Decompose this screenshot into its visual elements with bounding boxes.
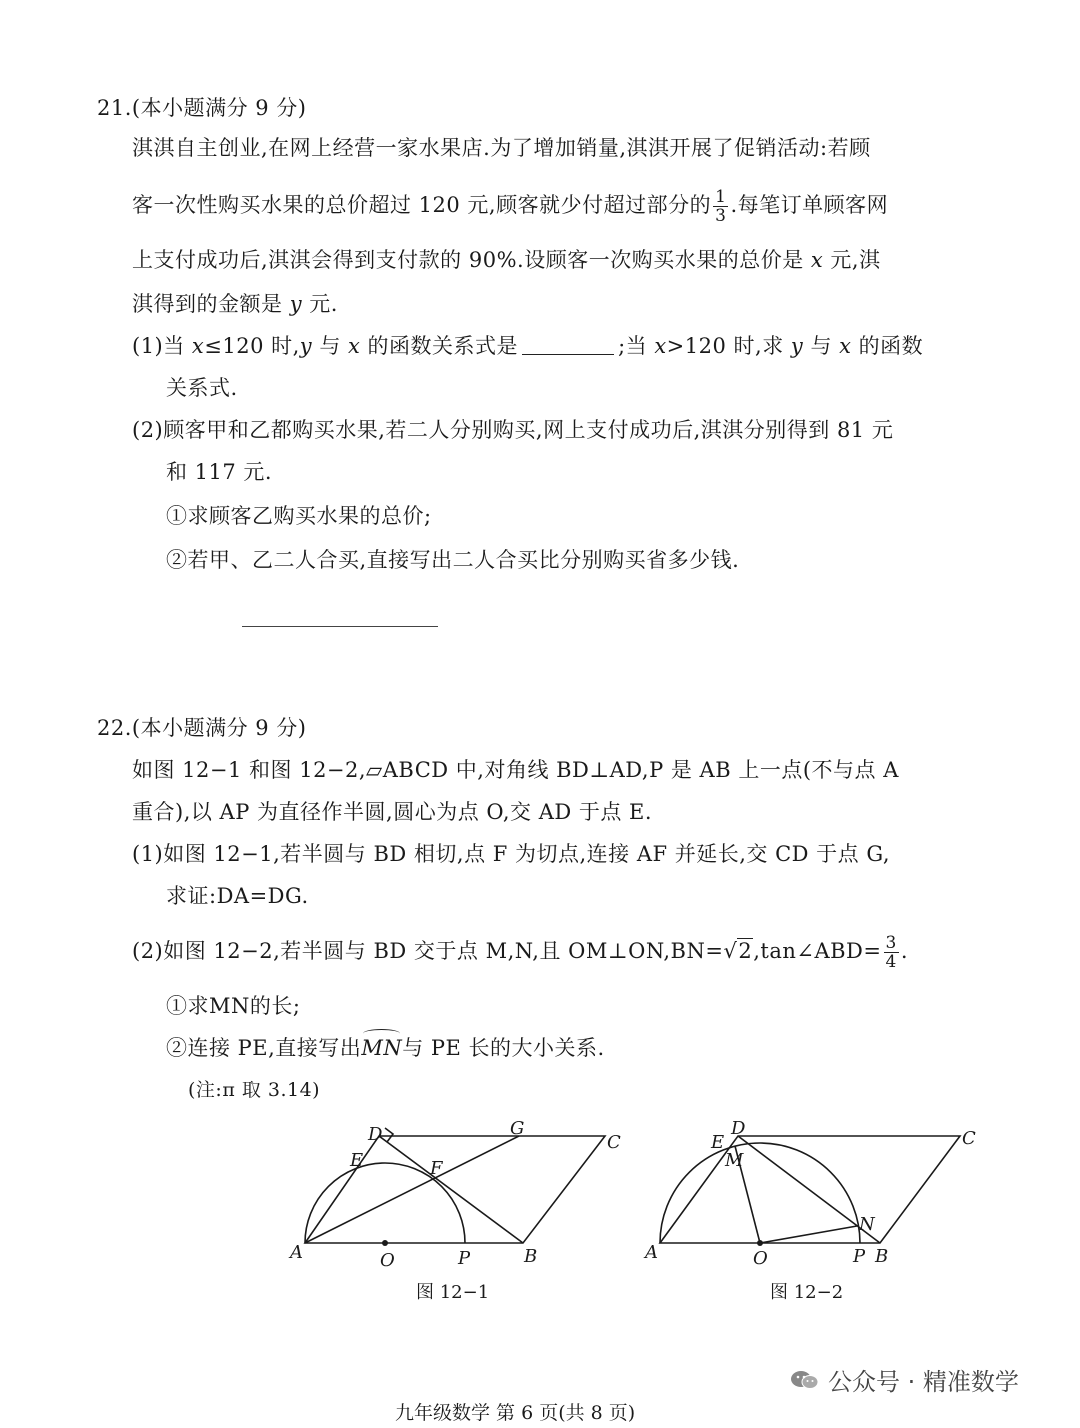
semicircle <box>660 1143 860 1243</box>
figure-12-1-caption: 图 12−1 <box>416 1282 490 1303</box>
q22-part-2-i: ①求MN的长; <box>166 994 301 1018</box>
q21-part-2-ii: ②若甲、乙二人合买,直接写出二人合买比分别购买省多少钱. <box>166 548 740 572</box>
label-g: G <box>510 1118 525 1139</box>
q21-line-2-text: 客一次性购买水果的总价超过 120 元,顾客就少付超过部分的 <box>132 193 712 217</box>
line-ag <box>305 1136 519 1243</box>
segment-on <box>760 1226 857 1243</box>
sqrt-value: 2 <box>738 939 753 963</box>
var-x: x <box>654 334 667 358</box>
p1-e: ;当 <box>618 334 655 358</box>
diagonal-bd <box>379 1136 523 1243</box>
answer-blank <box>522 334 614 355</box>
page-footer: 九年级数学 第 6 页(共 8 页) <box>395 1402 636 1424</box>
q21-line-4-text: 淇得到的金额是 <box>132 292 290 316</box>
q22-part-1-cont: 求证:DA=DG. <box>166 884 309 908</box>
label-a: A <box>290 1242 303 1263</box>
label-f: F <box>430 1158 443 1179</box>
q22-part-1: (1)如图 12−1,若半圆与 BD 相切,点 F 为切点,连接 AF 并延长,交 CD 于点 G, <box>132 842 891 866</box>
q22-part-2: (2)如图 12−2,若半圆与 BD 交于点 M,N,且 OM⊥ON,BN=√2,tan∠ABD= $\frac{3}{4}$ . <box>132 933 909 972</box>
var-y: y <box>790 334 804 358</box>
q21-header: 21.(本小题满分 9 分) <box>97 96 307 120</box>
fraction-denominator: 3 <box>715 206 727 226</box>
p1-c: 与 <box>312 334 349 358</box>
var-y: y <box>289 292 303 316</box>
label-m: M <box>725 1150 744 1171</box>
p1-c2: 与 <box>803 334 840 358</box>
q21-line-2-end: .每笔订单顾客网 <box>730 193 889 217</box>
q22-p2-ii-b: 与 PE 长的大小关系. <box>402 1036 605 1060</box>
label-e: E <box>711 1132 725 1153</box>
label-b: B <box>524 1246 538 1267</box>
q21-part-2: (2)顾客甲和乙都购买水果,若二人分别购买,网上支付成功后,淇淇分别得到 81 元 <box>132 418 894 442</box>
p1-d: 的函数关系式是 <box>360 334 519 358</box>
fraction-three-quarters <box>884 934 899 971</box>
figure-12-2 <box>635 1110 985 1280</box>
answer-divider <box>242 626 438 627</box>
label-c: C <box>607 1132 621 1153</box>
label-n: N <box>859 1214 875 1235</box>
watermark-text: 公众号 · 精准数学 <box>828 1368 1019 1396</box>
label-p: P <box>853 1246 866 1267</box>
label-b: B <box>875 1246 889 1267</box>
q21-line-3 <box>132 246 881 274</box>
label-c: C <box>962 1128 976 1149</box>
q21-line-2 <box>132 188 888 225</box>
q21-line-4-end: 元. <box>302 292 338 316</box>
p1-f: >120 时,求 <box>666 334 791 358</box>
q21-line-4 <box>132 290 338 318</box>
arc-mn: MN <box>361 1036 403 1060</box>
tan-denominator: 4 <box>885 952 897 972</box>
p1-b: ≤120 时, <box>204 334 300 358</box>
figure-12-1 <box>280 1110 630 1280</box>
q21-line-3-end: 元,淇 <box>823 248 881 272</box>
fraction-one-third <box>713 188 728 225</box>
q21-line-1: 淇淇自主创业,在网上经营一家水果店.为了增加销量,淇淇开展了促销活动:若顾 <box>132 136 871 160</box>
figure-12-2-caption: 图 12−2 <box>770 1282 844 1303</box>
q22-p2-text: (2)如图 12−2,若半圆与 BD 交于点 M,N,且 OM⊥ON,BN= <box>132 939 724 963</box>
label-o: O <box>380 1250 395 1271</box>
label-a: A <box>645 1242 658 1263</box>
var-x: x <box>839 334 852 358</box>
center-o-dot <box>757 1240 763 1246</box>
var-x: x <box>348 334 361 358</box>
var-y: y <box>299 334 313 358</box>
label-d: D <box>731 1118 746 1139</box>
watermark <box>790 1362 1019 1397</box>
p1-g: 的函数 <box>851 334 924 358</box>
q22-note: (注:π 取 3.14) <box>188 1079 321 1101</box>
label-p: P <box>458 1248 471 1269</box>
p1-a: (1)当 <box>132 334 192 358</box>
q21-part-1 <box>132 332 923 360</box>
right-angle-mark <box>385 1128 393 1142</box>
q22-p2-tan: ,tan∠ABD= <box>753 939 882 963</box>
q21-part-2-i: ①求顾客乙购买水果的总价; <box>166 504 432 528</box>
q22-part-2-ii <box>166 1034 605 1062</box>
q21-line-3-text: 上支付成功后,淇淇会得到支付款的 90%.设顾客一次购买水果的总价是 <box>132 248 811 272</box>
q22-line-2: 重合),以 AP 为直径作半圆,圆心为点 O,交 AD 于点 E. <box>132 800 653 824</box>
label-d: D <box>368 1124 383 1145</box>
var-x: x <box>191 334 205 358</box>
q21-part-1-cont: 关系式. <box>166 376 238 400</box>
q21-part-2-cont: 和 117 元. <box>166 460 273 484</box>
label-o: O <box>753 1248 768 1269</box>
label-e: E <box>350 1150 364 1171</box>
center-o-dot <box>382 1240 388 1246</box>
fraction-numerator: 1 <box>715 187 727 207</box>
var-x: x <box>810 248 824 272</box>
q22-header: 22.(本小题满分 9 分) <box>97 716 307 740</box>
q22-p2-ii-a: ②连接 PE,直接写出 <box>166 1036 362 1060</box>
tan-numerator: 3 <box>885 933 897 953</box>
wechat-icon <box>790 1369 820 1391</box>
q22-line-1: 如图 12−1 和图 12−2,▱ABCD 中,对角线 BD⊥AD,P 是 AB 上一点(不与点 A <box>132 758 899 782</box>
